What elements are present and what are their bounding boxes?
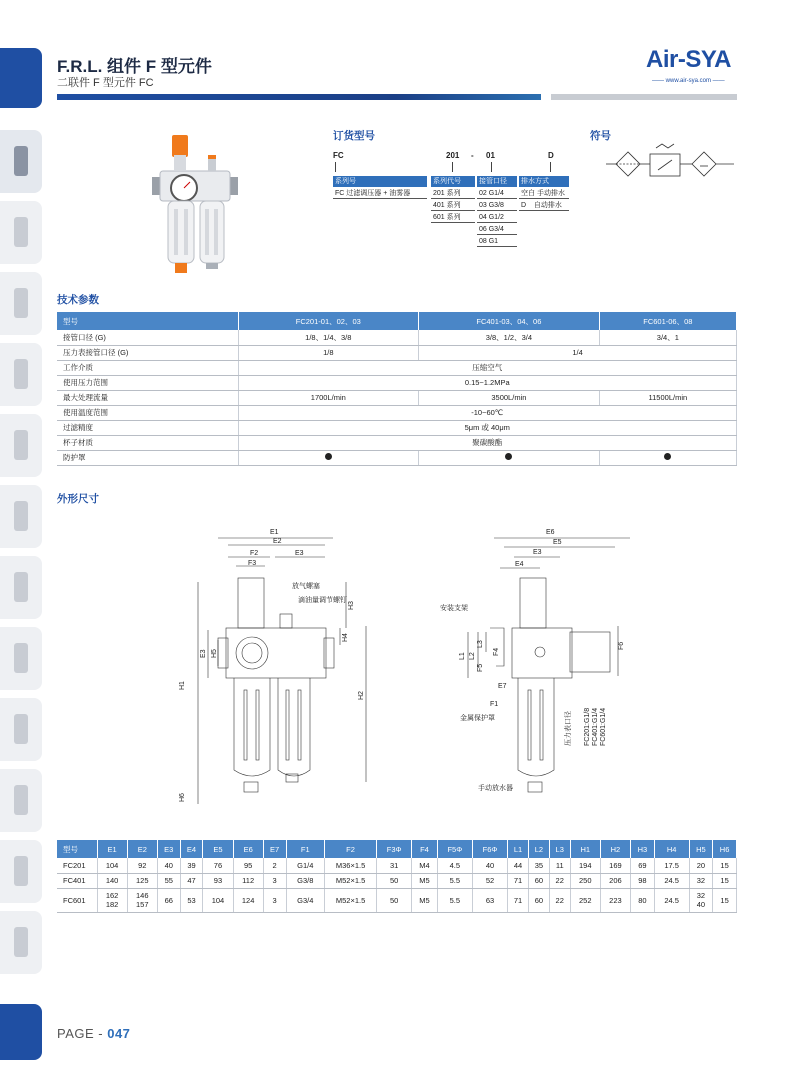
thumb-solenoid[interactable] xyxy=(0,414,42,477)
svg-text:E1: E1 xyxy=(270,529,279,536)
order-col4-row: 空白 手动排水 xyxy=(519,188,569,199)
thumb-fitting[interactable] xyxy=(0,343,42,406)
svg-text:金属保护罩: 金属保护罩 xyxy=(460,715,495,722)
dims-cell: 60 xyxy=(528,888,549,912)
dims-header-cell: E2 xyxy=(127,840,157,858)
dims-cell: 17.5 xyxy=(654,858,689,873)
svg-text:F3: F3 xyxy=(248,560,257,567)
dims-cell: 35 xyxy=(528,858,549,873)
dims-cell: 194 xyxy=(570,858,600,873)
dims-cell: 15 xyxy=(713,858,737,873)
page-number-value: 047 xyxy=(107,1026,131,1041)
thumb-cylinder[interactable] xyxy=(0,485,42,548)
thumb-frl[interactable] xyxy=(0,130,42,193)
bullet-icon xyxy=(325,453,332,460)
dims-cell: 71 xyxy=(508,873,529,888)
dims-cell: 53 xyxy=(180,888,203,912)
tech-cell: 3/8、1/2、3/4 xyxy=(419,330,600,345)
tech-label: 工作介质 xyxy=(57,360,238,375)
dims-cell: 252 xyxy=(570,888,600,912)
code-tick xyxy=(452,162,453,172)
dims-cell: 3 xyxy=(263,888,286,912)
dims-cell: 40 xyxy=(472,858,507,873)
dims-cell: 76 xyxy=(203,858,233,873)
actuator-icon xyxy=(14,572,28,602)
tech-cell: 1700L/min xyxy=(238,390,419,405)
svg-text:H4: H4 xyxy=(342,633,349,642)
svg-text:H5: H5 xyxy=(211,649,218,658)
front-view-drawing xyxy=(170,520,390,810)
side-view-drawing xyxy=(430,520,630,810)
order-col3-row: 04 G1/2 xyxy=(477,212,517,223)
dims-header-cell: F1 xyxy=(286,840,325,858)
tech-heading: 技术参数 xyxy=(57,294,99,306)
side-tab-top xyxy=(0,48,42,108)
dims-cell: 5.5 xyxy=(437,888,472,912)
table-row xyxy=(57,450,737,465)
dims-cell: 39 xyxy=(180,858,203,873)
dims-cell: 47 xyxy=(180,873,203,888)
dims-header-cell: F3Φ xyxy=(377,840,412,858)
svg-text:F4: F4 xyxy=(493,647,500,656)
svg-text:E2: E2 xyxy=(273,538,282,545)
dims-cell: 52 xyxy=(472,873,507,888)
tech-cell: -10~60℃ xyxy=(238,405,737,420)
svg-text:E3: E3 xyxy=(533,549,542,556)
table-row xyxy=(57,405,737,420)
code-series: FC xyxy=(333,151,344,160)
product-image xyxy=(150,133,240,288)
code-tick xyxy=(335,162,336,172)
dims-cell: 104 xyxy=(203,888,233,912)
dims-cell: 71 xyxy=(508,888,529,912)
dims-model-cell: FC201 xyxy=(57,858,97,873)
order-col3-row: 06 G3/4 xyxy=(477,224,517,235)
dims-header-cell: 型号 xyxy=(57,840,97,858)
thumb-silencer[interactable] xyxy=(0,840,42,903)
gripper-icon xyxy=(14,785,28,815)
dims-header-cell: F4 xyxy=(412,840,438,858)
dims-cell: G3/8 xyxy=(286,873,325,888)
dims-header-cell: H4 xyxy=(654,840,689,858)
tech-cell xyxy=(238,450,419,465)
dims-cell: 32 xyxy=(689,873,713,888)
dims-cell: 20 xyxy=(689,858,713,873)
dims-model-cell: FC601 xyxy=(57,888,97,912)
table-row xyxy=(57,390,737,405)
code-drain: D xyxy=(548,151,554,160)
dims-header-cell: H3 xyxy=(631,840,655,858)
order-col2-row: 201 系列 xyxy=(431,188,475,199)
dims-cell: 32 40 xyxy=(689,888,713,912)
dims-cell: 63 xyxy=(472,888,507,912)
dims-cell: M5 xyxy=(412,888,438,912)
dims-header-cell: F5Φ xyxy=(437,840,472,858)
dims-model-cell: FC401 xyxy=(57,873,97,888)
dims-cell: 50 xyxy=(377,888,412,912)
tech-cell: 聚碳酸酯 xyxy=(238,435,737,450)
tech-cell: 3500L/min xyxy=(419,390,600,405)
dims-cell: G1/4 xyxy=(286,858,325,873)
bullet-icon xyxy=(664,453,671,460)
svg-text:E4: E4 xyxy=(515,561,524,568)
dims-cell: 60 xyxy=(528,873,549,888)
dims-cell: M52×1.5 xyxy=(325,888,377,912)
svg-text:H2: H2 xyxy=(358,691,365,700)
fitting-icon xyxy=(14,359,28,389)
side-tab-bottom xyxy=(0,1004,42,1060)
dims-cell: 112 xyxy=(233,873,263,888)
dims-cell: 22 xyxy=(549,888,570,912)
order-col1-row: FC 过滤调压器 + 油雾器 xyxy=(333,188,427,199)
dims-cell: 250 xyxy=(570,873,600,888)
dims-cell: 93 xyxy=(203,873,233,888)
clamp-icon xyxy=(14,714,28,744)
page-subtitle: 二联件 F 型元件 FC xyxy=(57,77,154,89)
table-row xyxy=(57,330,737,345)
dims-cell: 140 xyxy=(97,873,127,888)
table-row xyxy=(57,888,737,912)
pneumatic-symbol xyxy=(606,140,736,190)
dims-header-cell: E7 xyxy=(263,840,286,858)
dims-header-cell: F2 xyxy=(325,840,377,858)
tech-cell: 5μm 或 40μm xyxy=(238,420,737,435)
dims-cell: 3 xyxy=(263,873,286,888)
table-row xyxy=(57,873,737,888)
dims-cell: 22 xyxy=(549,873,570,888)
dims-cell: 169 xyxy=(600,858,630,873)
tech-cell: 1/8、1/4、3/8 xyxy=(238,330,419,345)
header-bar-grey xyxy=(551,94,737,100)
dims-cell: 95 xyxy=(233,858,263,873)
dims-cell: 92 xyxy=(127,858,157,873)
dims-cell: 50 xyxy=(377,873,412,888)
frl-icon xyxy=(14,146,28,176)
dims-cell: 24.5 xyxy=(654,888,689,912)
symbol-heading: 符号 xyxy=(590,130,611,142)
svg-text:E3: E3 xyxy=(295,550,304,557)
svg-text:E5: E5 xyxy=(553,539,562,546)
order-col4-row: D 自动排水 xyxy=(519,200,569,211)
dims-cell: 98 xyxy=(631,873,655,888)
dims-header-cell: H6 xyxy=(713,840,737,858)
order-col3-row: 03 G3/8 xyxy=(477,200,517,211)
svg-text:E7: E7 xyxy=(498,683,507,690)
svg-text:手动放水器: 手动放水器 xyxy=(478,785,513,792)
dims-cell: M52×1.5 xyxy=(325,873,377,888)
table-row xyxy=(57,345,737,360)
svg-text:H3: H3 xyxy=(348,601,355,610)
svg-text:F5: F5 xyxy=(477,663,484,672)
dims-header-cell: E5 xyxy=(203,840,233,858)
dimension-table xyxy=(57,840,737,913)
dims-cell: G3/4 xyxy=(286,888,325,912)
dims-cell: 223 xyxy=(600,888,630,912)
page-title: F.R.L. 组件 F 型元件 xyxy=(57,57,212,76)
svg-text:F6: F6 xyxy=(618,641,625,650)
tech-label: 杯子材质 xyxy=(57,435,238,450)
svg-text:滴油量调节螺钉: 滴油量调节螺钉 xyxy=(298,597,347,604)
solenoid-icon xyxy=(14,430,28,460)
thumb-gripper[interactable] xyxy=(0,769,42,832)
misc-icon xyxy=(14,927,28,957)
tech-label: 过滤精度 xyxy=(57,420,238,435)
table-row xyxy=(57,858,737,873)
dims-cell: 69 xyxy=(631,858,655,873)
bullet-icon xyxy=(505,453,512,460)
svg-text:F2: F2 xyxy=(250,550,259,557)
page-prefix: PAGE - xyxy=(57,1026,108,1041)
dims-cell: 15 xyxy=(713,888,737,912)
tech-cell: 11500L/min xyxy=(599,390,736,405)
thumb-filter[interactable] xyxy=(0,201,42,264)
dims-cell: 11 xyxy=(549,858,570,873)
svg-text:L1: L1 xyxy=(459,652,466,660)
dims-header-cell: E4 xyxy=(180,840,203,858)
dims-cell: 104 xyxy=(97,858,127,873)
dims-cell: M5 xyxy=(412,873,438,888)
tech-cell: 1/4 xyxy=(419,345,737,360)
order-col2-row: 401 系列 xyxy=(431,200,475,211)
tech-label: 防护罩 xyxy=(57,450,238,465)
thumb-valve[interactable] xyxy=(0,272,42,335)
dims-heading: 外形尺寸 xyxy=(57,493,99,505)
code-port: 01 xyxy=(486,151,495,160)
dims-cell: 162 182 xyxy=(97,888,127,912)
dims-header-cell: H2 xyxy=(600,840,630,858)
tech-header-row xyxy=(57,312,737,330)
dims-cell: 125 xyxy=(127,873,157,888)
svg-text:FC401:G1/4: FC401:G1/4 xyxy=(592,707,599,746)
tech-label: 最大处理流量 xyxy=(57,390,238,405)
tech-label: 压力表接管口径 (G) xyxy=(57,345,238,360)
order-col3-row: 08 G1 xyxy=(477,236,517,247)
thumb-regulator[interactable] xyxy=(0,627,42,690)
regulator-icon xyxy=(14,643,28,673)
dims-cell: 2 xyxy=(263,858,286,873)
tech-label: 使用温度范围 xyxy=(57,405,238,420)
valve-icon xyxy=(14,288,28,318)
sidebar-thumbnails xyxy=(0,130,42,982)
svg-text:FC601:G1/4: FC601:G1/4 xyxy=(600,707,607,746)
tech-cell xyxy=(599,450,736,465)
tech-header-cell: 型号 xyxy=(57,312,238,330)
silencer-icon xyxy=(14,856,28,886)
dims-cell: M36×1.5 xyxy=(325,858,377,873)
tech-cell: 3/4、1 xyxy=(599,330,736,345)
svg-text:E3: E3 xyxy=(200,649,207,658)
dims-cell: 44 xyxy=(508,858,529,873)
dims-cell: 206 xyxy=(600,873,630,888)
code-tick xyxy=(491,162,492,172)
svg-text:H6: H6 xyxy=(179,793,186,802)
tech-table xyxy=(57,312,737,466)
table-row xyxy=(57,420,737,435)
tech-label: 接管口径 (G) xyxy=(57,330,238,345)
dims-cell: 55 xyxy=(157,873,180,888)
thumb-clamp[interactable] xyxy=(0,698,42,761)
dims-header-cell: E3 xyxy=(157,840,180,858)
code-dash: - xyxy=(471,151,474,160)
dims-cell: 5.5 xyxy=(437,873,472,888)
order-col1-header: 系列号 xyxy=(333,176,427,187)
filter-icon xyxy=(14,217,28,247)
dims-cell: 80 xyxy=(631,888,655,912)
tech-header-cell: FC201-01、02、03 xyxy=(238,312,419,330)
dims-header-cell: H1 xyxy=(570,840,600,858)
header-bar-blue xyxy=(57,94,541,100)
dims-header-cell: E6 xyxy=(233,840,263,858)
svg-text:L2: L2 xyxy=(469,652,476,660)
svg-text:E6: E6 xyxy=(546,529,555,536)
thumb-actuator[interactable] xyxy=(0,556,42,619)
code-tick xyxy=(550,162,551,172)
tech-label: 使用压力范围 xyxy=(57,375,238,390)
svg-text:放气螺塞: 放气螺塞 xyxy=(292,583,320,590)
dims-cell: 146 157 xyxy=(127,888,157,912)
cylinder-icon xyxy=(14,501,28,531)
brand-url: —— www.air-sya.com —— xyxy=(652,78,725,84)
order-col3-row: 02 G1/4 xyxy=(477,188,517,199)
order-col2-header: 系列代号 xyxy=(431,176,475,187)
order-col3-header: 接管口径 xyxy=(477,176,517,187)
order-col4-header: 排水方式 xyxy=(519,176,569,187)
svg-text:安装支架: 安装支架 xyxy=(440,605,468,612)
tech-cell xyxy=(419,450,600,465)
dims-cell: 124 xyxy=(233,888,263,912)
dims-cell: 15 xyxy=(713,873,737,888)
table-row xyxy=(57,375,737,390)
svg-text:L3: L3 xyxy=(477,640,484,648)
tech-cell: 压缩空气 xyxy=(238,360,737,375)
dims-cell: 66 xyxy=(157,888,180,912)
tech-header-cell: FC401-03、04、06 xyxy=(419,312,600,330)
svg-text:FC201:G1/8: FC201:G1/8 xyxy=(584,707,591,746)
dims-header-cell: L3 xyxy=(549,840,570,858)
table-row xyxy=(57,360,737,375)
order-heading: 订货型号 xyxy=(333,130,375,142)
svg-text:H1: H1 xyxy=(179,681,186,690)
svg-text:F1: F1 xyxy=(490,701,499,708)
page-number xyxy=(57,1026,130,1041)
tech-cell: 1/8 xyxy=(238,345,419,360)
tech-header-cell: FC601-06、08 xyxy=(599,312,736,330)
svg-text:压力表口径: 压力表口径 xyxy=(565,711,572,746)
code-size: 201 xyxy=(446,151,460,160)
table-row xyxy=(57,435,737,450)
dims-header-row xyxy=(57,840,737,858)
dims-cell: 4.5 xyxy=(437,858,472,873)
brand-logo: Air-SYA xyxy=(646,46,731,73)
dims-cell: 24.5 xyxy=(654,873,689,888)
dims-cell: 40 xyxy=(157,858,180,873)
order-col2-row: 601 系列 xyxy=(431,212,475,223)
dims-header-cell: F6Φ xyxy=(472,840,507,858)
dims-cell: M4 xyxy=(412,858,438,873)
thumb-misc[interactable] xyxy=(0,911,42,974)
dims-header-cell: L1 xyxy=(508,840,529,858)
dims-header-cell: H5 xyxy=(689,840,713,858)
tech-cell: 0.15~1.2MPa xyxy=(238,375,737,390)
dims-header-cell: E1 xyxy=(97,840,127,858)
dims-header-cell: L2 xyxy=(528,840,549,858)
dims-cell: 31 xyxy=(377,858,412,873)
